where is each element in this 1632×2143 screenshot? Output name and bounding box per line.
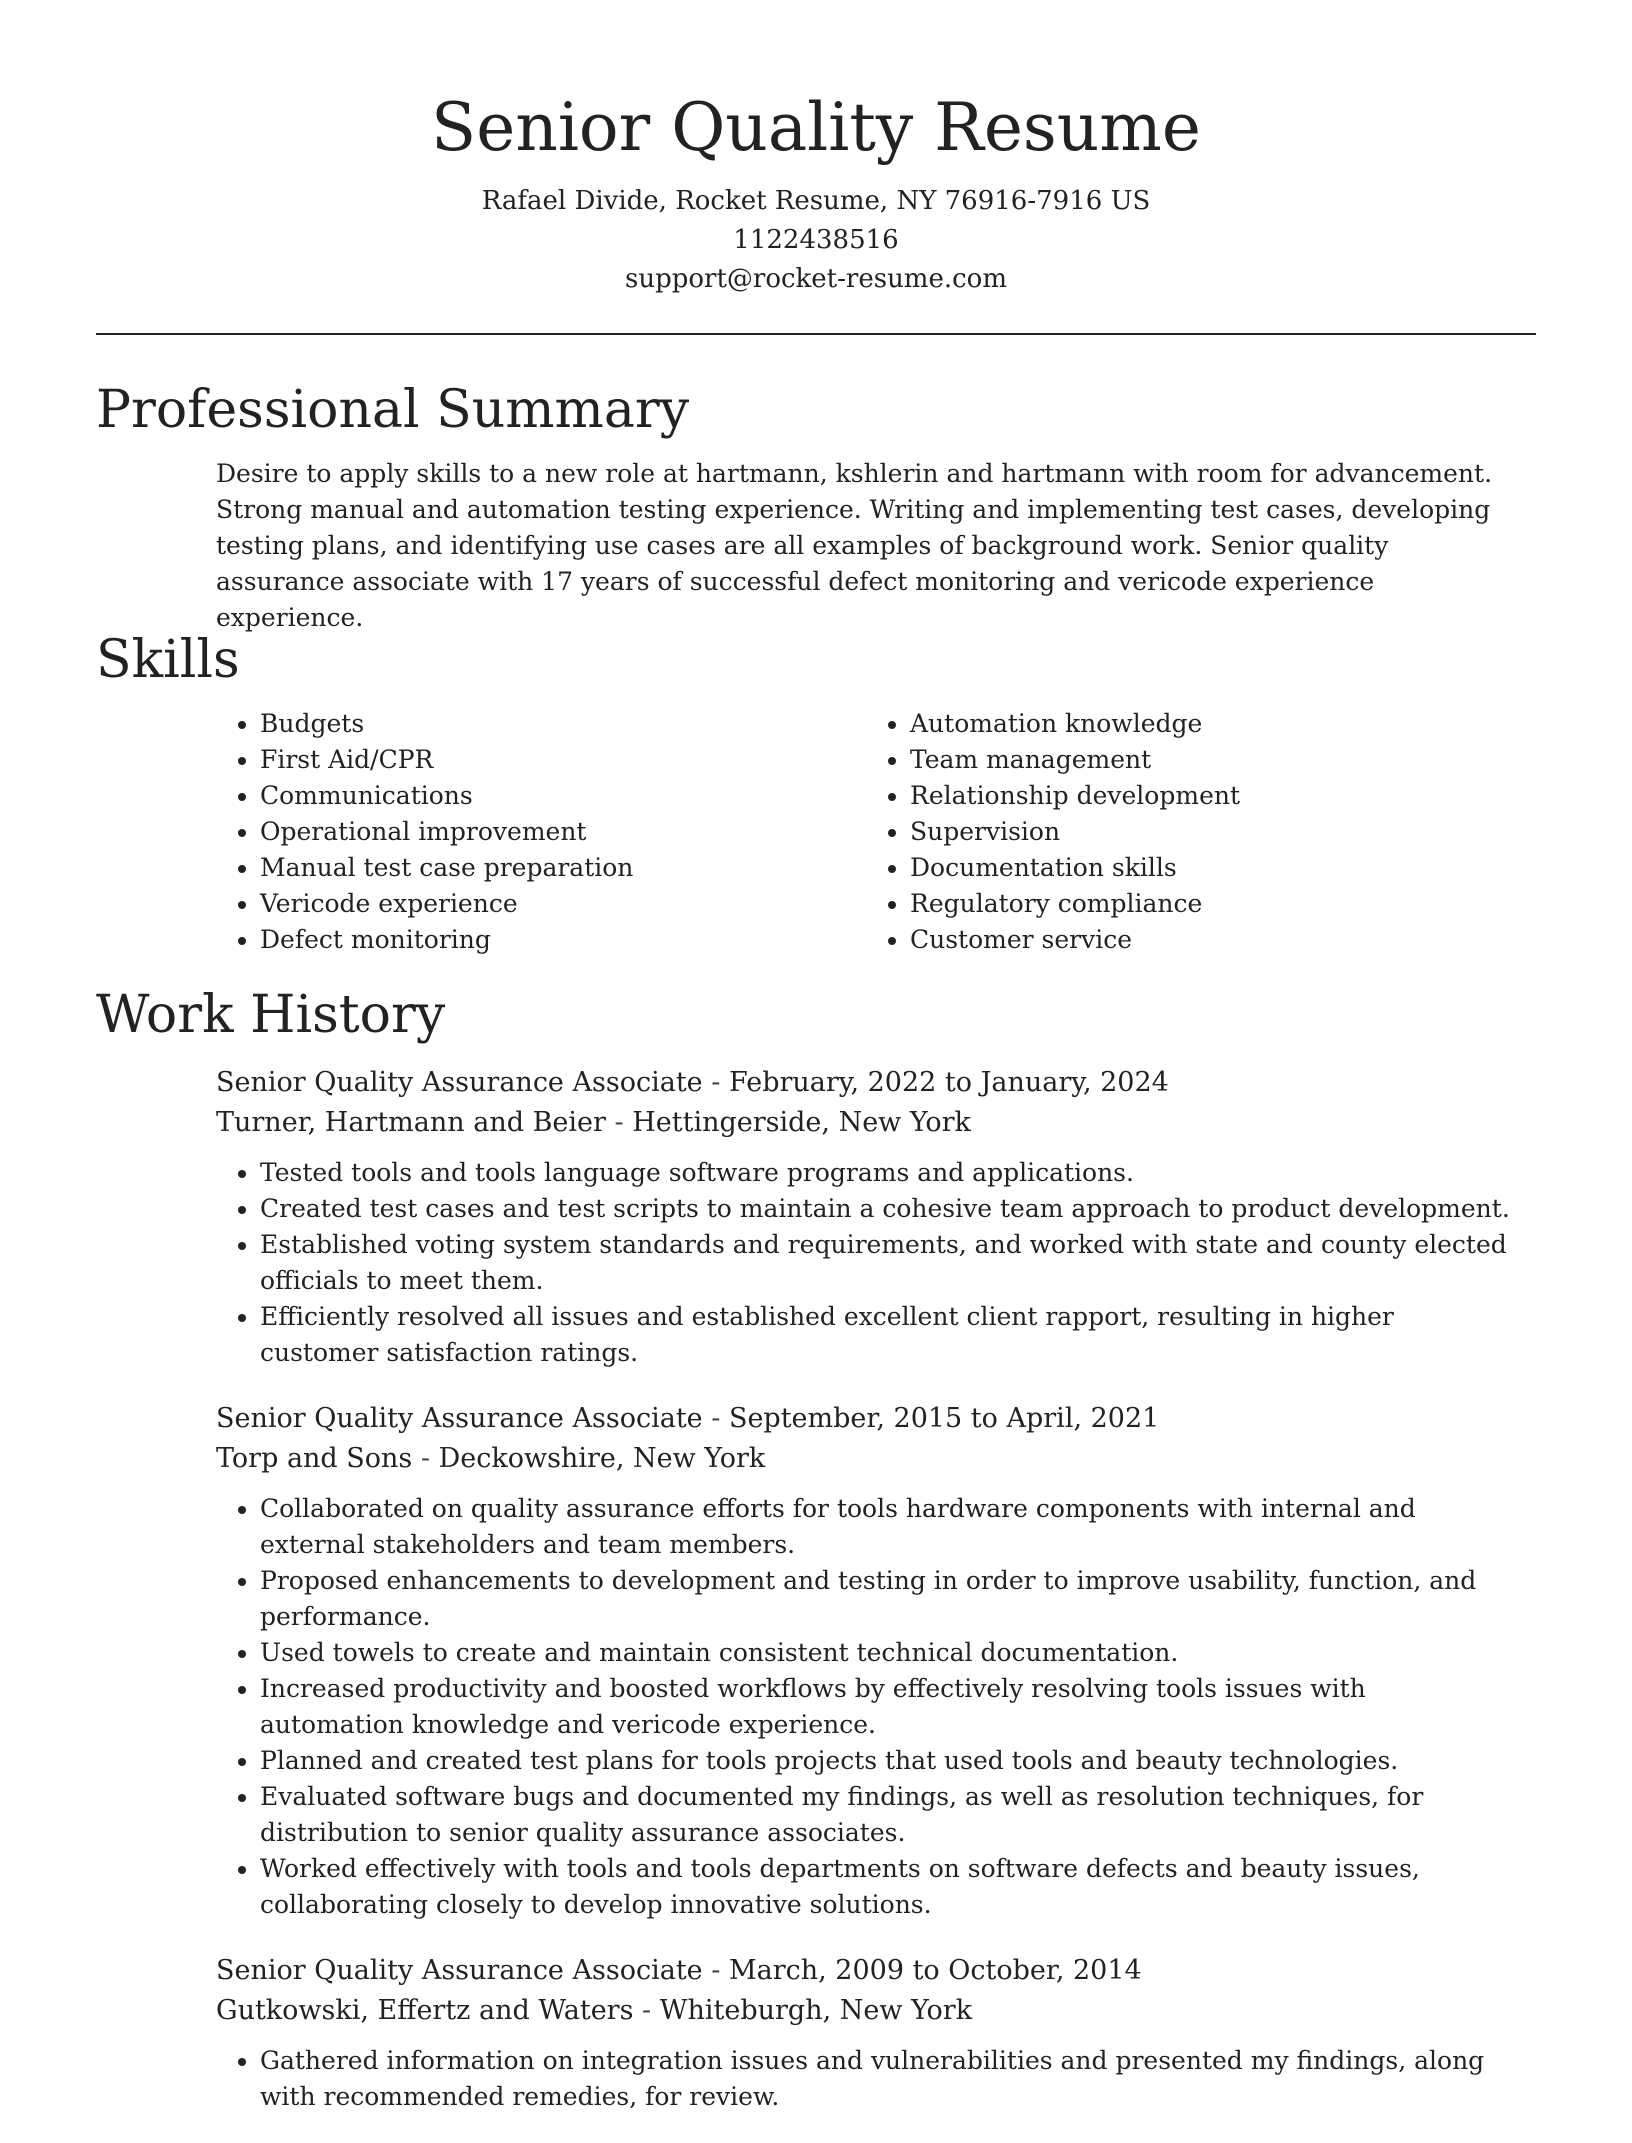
skill-item: • Regulatory compliance [910,886,1516,922]
job-bullet: • Proposed enhancements to development and testing in order to improve usability, function, and performance. [260,1563,1516,1635]
skill-item: • Manual test case preparation [260,850,866,886]
job-title-line [216,1063,1516,1103]
job-location: Hettingerside, New York [632,1107,971,1138]
work-history-heading: Work History [96,985,446,1045]
job-bullet: • Gathered information on integration issues and vulnerabilities and presented my findings, along with recommended remedies, for review. [260,2043,1516,2115]
separator: - [702,1067,729,1098]
skills-section [96,630,1536,958]
summary-section [96,380,1536,636]
skill-item: • Budgets [260,706,866,742]
separator: - [605,1107,633,1138]
skill-item: • Operational improvement [260,814,866,850]
skills-heading: Skills [96,630,240,690]
separator: - [702,1955,729,1986]
job-location: Whiteburgh, New York [659,1995,973,2026]
job-entry [216,1399,1516,1923]
skills-columns [216,706,1516,958]
job-company: Torp and Sons [216,1443,413,1474]
job-title-line [216,1399,1516,1439]
header-divider [96,333,1536,335]
contact-address: Rafael Divide, Rocket Resume, NY 76916-7916 US [481,186,1151,216]
job-dates: February, 2022 to January, 2024 [728,1067,1169,1098]
contact-phone: 1122438516 [733,225,899,255]
job-bullets [216,2043,1516,2115]
job-bullet: • Established voting system standards and requirements, and worked with state and county elected officials to meet them. [260,1227,1516,1299]
job-dates: March, 2009 to October, 2014 [728,1955,1142,1986]
job-bullets [216,1155,1516,1371]
separator: - [702,1403,729,1434]
resume-page [96,0,1536,2111]
work-history-section [96,985,1536,2143]
skill-item: • Communications [260,778,866,814]
job-company-line [216,1991,1516,2031]
contact-email: support@rocket-resume.com [624,264,1007,294]
job-company-line [216,1439,1516,1479]
job-bullet: • Tested tools and tools language software programs and applications. [260,1155,1516,1191]
job-company: Turner, Hartmann and Beier [216,1107,606,1138]
job-title-line [216,1951,1516,1991]
work-history-body [216,1063,1516,2115]
skill-item: • Supervision [910,814,1516,850]
job-dates: September, 2015 to April, 2021 [728,1403,1160,1434]
skills-list-left [216,706,866,958]
job-bullet: • Collaborated on quality assurance efforts for tools hardware components with internal and external stakeholders and team members. [260,1491,1516,1563]
job-title: Senior Quality Assurance Associate [216,1067,703,1098]
job-company: Gutkowski, Effertz and Waters [216,1995,634,2026]
skill-item: • Defect monitoring [260,922,866,958]
separator: - [633,1995,660,2026]
job-bullet: • Created test cases and test scripts to maintain a cohesive team approach to product development. [260,1191,1516,1227]
job-bullet: • Planned and created test plans for tools projects that used tools and beauty technologies. [260,1743,1516,1779]
summary-heading: Professional Summary [96,380,690,440]
skills-column-right [866,706,1516,958]
resume-header [96,0,1536,335]
job-bullet: • Increased productivity and boosted workflows by effectively resolving tools issues with automation knowledge and vericode experience. [260,1671,1516,1743]
skill-item: • First Aid/CPR [260,742,866,778]
job-entry [216,1951,1516,2115]
summary-text: Desire to apply skills to a new role at hartmann, kshlerin and hartmann with room for advancement. Strong manual and automation testing experience. Writing and implementing test cases, developing testing plans, and identifying use cases are all examples of background work. Senior quality assurance associate with 17 years of successful defect monitoring and vericode experience experience. [216,459,1493,632]
summary-body [216,456,1516,636]
job-bullet: • Efficiently resolved all issues and established excellent client rapport, resulting in higher customer satisfaction ratings. [260,1299,1516,1371]
job-bullets [216,1491,1516,1923]
skill-item: • Customer service [910,922,1516,958]
skill-item: • Automation knowledge [910,706,1516,742]
skill-item: • Team management [910,742,1516,778]
skill-item: • Relationship development [910,778,1516,814]
skill-item: • Documentation skills [910,850,1516,886]
job-company-line [216,1103,1516,1143]
job-bullet: • Used towels to create and maintain consistent technical documentation. [260,1635,1516,1671]
job-bullet: • Worked effectively with tools and tools departments on software defects and beauty issues, collaborating closely to develop innovative solutions. [260,1851,1516,1923]
skills-list-right [866,706,1516,958]
skills-column-left [216,706,866,958]
separator: - [412,1443,439,1474]
resume-title: Senior Quality Resume [431,89,1201,166]
job-location: Deckowshire, New York [438,1443,766,1474]
job-entry [216,1063,1516,1371]
job-bullet: • Evaluated software bugs and documented my findings, as well as resolution techniques, for distribution to senior quality assurance associates. [260,1779,1516,1851]
job-title: Senior Quality Assurance Associate [216,1403,703,1434]
job-title: Senior Quality Assurance Associate [216,1955,703,1986]
contact-block [96,182,1536,299]
skill-item: • Vericode experience [260,886,866,922]
